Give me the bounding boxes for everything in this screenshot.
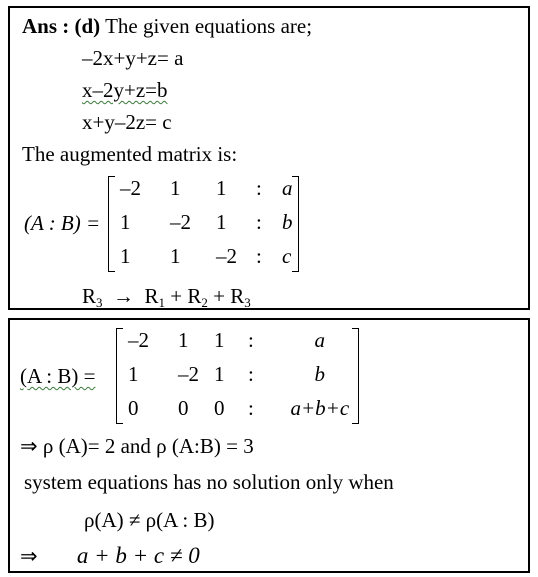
row-op-arrow: → <box>113 284 135 308</box>
row-op-r1-sub: 1 <box>158 295 166 310</box>
matrix-cell: 1 <box>120 244 131 268</box>
matrix-cell: 1 <box>178 328 189 352</box>
final-line <box>20 544 200 568</box>
matrix-cell: a+b+c <box>290 396 350 420</box>
row-op-r1: R <box>144 284 159 308</box>
row-op-r2: R <box>187 284 202 308</box>
intro-text: The given equations are; <box>105 14 313 38</box>
matrix-right-bracket <box>292 176 299 272</box>
equation-3: x+y–2z= c <box>82 110 172 134</box>
matrix-cell: 0 <box>214 396 225 420</box>
matrix-cell: –2 <box>170 210 191 234</box>
answer-label: Ans : (d) <box>22 14 101 38</box>
row-operation <box>82 284 251 315</box>
matrix-cell: –2 <box>178 362 199 386</box>
matrix2-right-bracket <box>352 328 359 424</box>
matrix-cell: : <box>256 176 262 200</box>
matrix-cell: 0 <box>128 396 139 420</box>
row-op-plus-2: + <box>213 284 225 308</box>
implies-arrow-2: ⇒ <box>20 544 38 568</box>
matrix-cell: : <box>256 244 262 268</box>
rank-line <box>20 434 254 458</box>
rank-text: ρ (A)= 2 and ρ (A:B) = 3 <box>42 434 254 458</box>
row-op-plus-1: + <box>170 284 183 308</box>
matrix-cell: –2 <box>120 176 141 200</box>
matrix-cell: : <box>248 362 254 386</box>
final-condition: a + b + c ≠ 0 <box>76 543 200 568</box>
matrix2-left-bracket <box>116 328 123 424</box>
matrix-cell: a <box>314 328 325 352</box>
row-op-r3-sub: 3 <box>96 295 103 310</box>
matrix-cell: 1 <box>214 328 225 352</box>
matrix-lhs: (A : B) = <box>24 211 101 235</box>
matrix-cell: –2 <box>128 328 149 352</box>
matrix-left-bracket <box>108 176 115 272</box>
matrix-cell: 1 <box>216 210 227 234</box>
conclusion-text: system equations has no solution only when <box>24 470 394 494</box>
row-op-r3b-sub: 3 <box>244 295 251 310</box>
matrix-cell: c <box>282 244 292 268</box>
matrix-cell: a <box>282 176 293 200</box>
matrix-cell: 1 <box>214 362 225 386</box>
matrix-cell: : <box>248 328 254 352</box>
matrix-cell: 1 <box>170 244 181 268</box>
row-op-r2-sub: 2 <box>201 295 208 310</box>
matrix-cell: : <box>248 396 254 420</box>
solution-panel-top <box>8 6 530 310</box>
matrix-cell: –2 <box>216 244 237 268</box>
implies-arrow-1: ⇒ <box>20 434 38 458</box>
row-op-r3: R <box>82 284 97 308</box>
matrix-lhs-2 <box>20 364 95 388</box>
matrix-lhs-2-text: (A : B) = <box>20 364 96 388</box>
row-op-r3b: R <box>230 284 245 308</box>
matrix-cell: 0 <box>178 396 189 420</box>
matrix-cell: : <box>256 210 262 234</box>
augmented-label: The augmented matrix is: <box>22 142 238 166</box>
matrix-cell: b <box>314 362 325 386</box>
matrix-cell: b <box>282 210 293 234</box>
rank-inequality: ρ(A) ≠ ρ(A : B) <box>84 508 215 532</box>
equation-2: x–2y+z=b <box>82 78 168 102</box>
matrix-cell: 1 <box>216 176 227 200</box>
equation-1: –2x+y+z= a <box>82 46 184 70</box>
matrix-cell: 1 <box>120 210 131 234</box>
answer-line <box>22 14 312 38</box>
matrix-cell: 1 <box>170 176 181 200</box>
solution-panel-bottom <box>8 318 530 573</box>
matrix-cell: 1 <box>128 362 139 386</box>
